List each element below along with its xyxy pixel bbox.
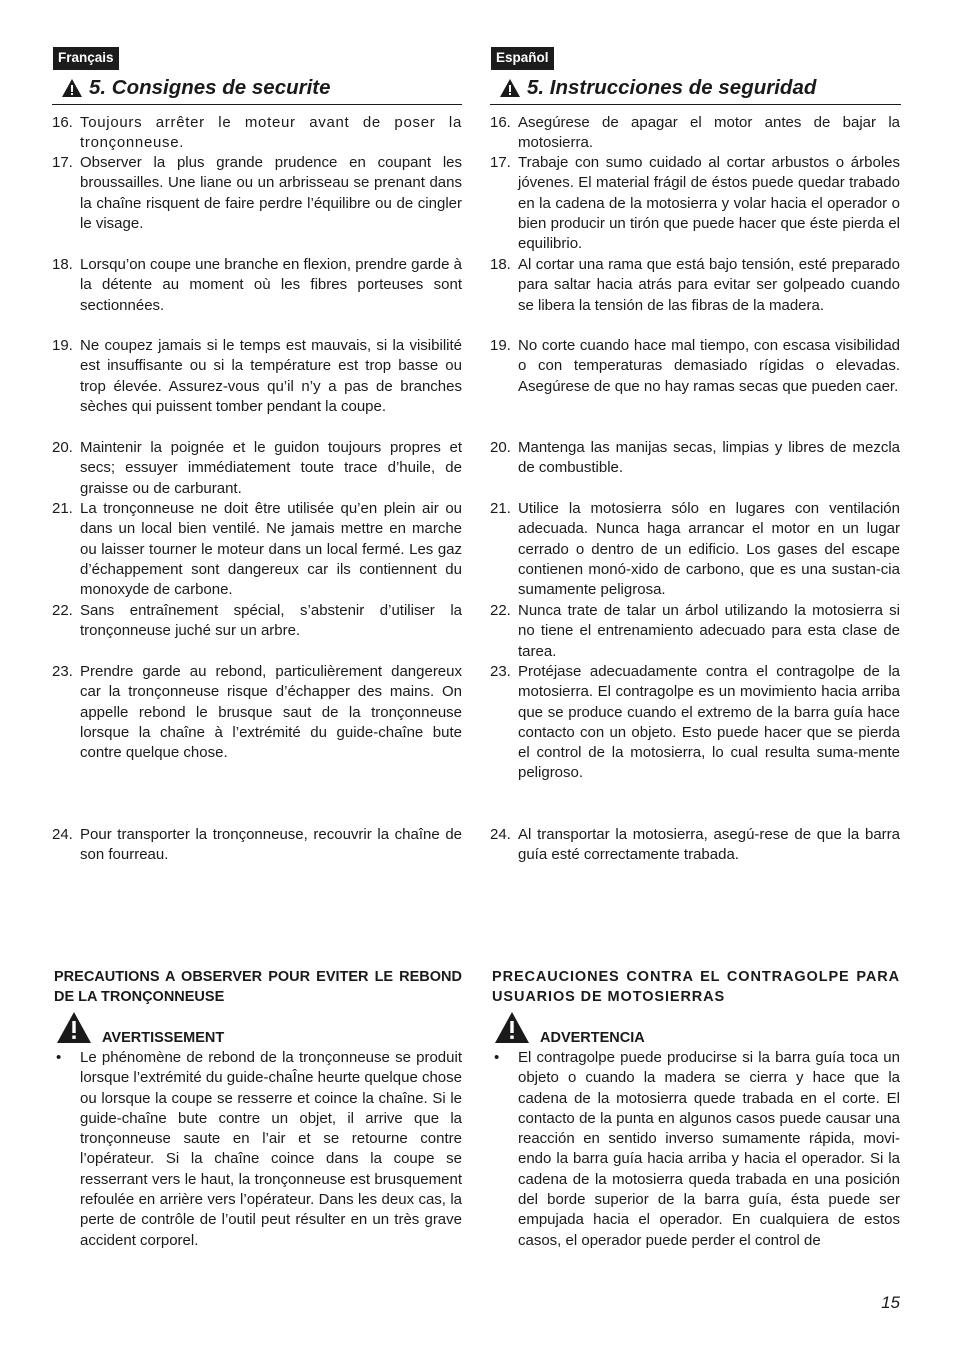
list-item: [490, 255, 900, 316]
warning-triangle-icon: [61, 78, 83, 98]
list-item: [52, 153, 462, 234]
item-number: 18.: [490, 256, 511, 273]
item-number: 20.: [52, 439, 73, 456]
item-text: Trabaje con sumo cuidado al cortar arbustos o árboles jóvenes. El material frágil de éstos puede quedar trabado en la cadena de la motosierra y volar hacia el operador o bien producir un tirón que puede hacer que éste pierda el equilibrio.: [518, 154, 900, 253]
item-text: Lorsqu’on coupe une branche en flexion, prendre garde à la détente au moment où les fibres porteuses sont sectionnées.: [80, 256, 462, 314]
warning-triangle-icon: [499, 78, 521, 98]
french-column: [52, 0, 462, 1348]
language-tag-french: Français: [53, 47, 119, 70]
spanish-column: [490, 0, 900, 1348]
item-number: 18.: [52, 256, 73, 273]
section-title-text: 5. Instrucciones de seguridad: [527, 76, 817, 99]
warning-bullet-spanish: [490, 1048, 900, 1251]
item-text: Ne coupez jamais si le temps est mauvais, si la visibilité est insuffisante ou si la température est trop basse ou trop élevée. Assurez-vous qu’il n’y a pas de branches sèches qui puissent tomber pendant la coupe.: [80, 337, 462, 415]
list-item: [490, 499, 900, 600]
item-text: La tronçonneuse ne doit être utilisée qu’en plein air ou dans un local bien ventilé. Ne jamais mettre en marche ou laisser tourner le moteur dans un local fermé. Les gaz d’échappement sont dangereux car ils contiennent du monoxyde de carbone.: [80, 500, 462, 599]
bullet-mark: •: [56, 1049, 62, 1066]
language-tag-spanish: Español: [491, 47, 554, 70]
item-number: 17.: [490, 154, 511, 171]
item-text: Protéjase adecuadamente contra el contragolpe de la motosierra. El contragolpe es un movimiento hacia arriba que se produce cuando el extremo de la barra guía hace contacto con un objeto. Esto puede hacer que se pierda el control de la motosierra, lo cual resulta suma-mente peligroso.: [518, 663, 900, 782]
list-item: [52, 438, 462, 499]
item-number: 19.: [490, 337, 511, 354]
item-number: 16.: [490, 114, 511, 131]
section-title-spanish: [490, 76, 900, 100]
item-number: 16.: [52, 114, 73, 131]
item-text: Asegúrese de apagar el motor antes de bajar la motosierra.: [518, 114, 900, 152]
list-item: [490, 113, 900, 154]
section-title-text: 5. Consignes de securite: [89, 76, 331, 99]
item-number: 23.: [490, 663, 511, 680]
list-item: [52, 662, 462, 763]
list-item: [490, 662, 900, 784]
warning-label: ADVERTENCIA: [540, 1030, 645, 1046]
title-underline-french: [52, 104, 462, 105]
section-title-french: [52, 76, 462, 100]
bullet-mark: •: [494, 1049, 500, 1066]
item-text: No corte cuando hace mal tiempo, con escasa visibilidad o con temperaturas demasiado rígidas o elevadas. Asegúrese de que no hay ramas secas que pueden caer.: [518, 337, 900, 395]
title-underline-spanish: [490, 104, 901, 105]
list-item: [490, 336, 900, 397]
list-item: [490, 438, 900, 479]
item-text: Utilice la motosierra sólo en lugares con ventilación adecuada. Nunca haga arrancar el motor en un lugar cerrado o dentro de un edificio. Los gases del escape contienen monó-xido de carbono, que es una sustan-cia sumamente peligrosa.: [518, 500, 900, 599]
warning-triangle-icon: [56, 1011, 92, 1044]
item-number: 22.: [52, 602, 73, 619]
item-text: Nunca trate de talar un árbol utilizando la motosierra si no tiene el entrenamiento adecuado para esta clase de tarea.: [518, 602, 900, 660]
list-item: [52, 499, 462, 600]
warning-label: AVERTISSEMENT: [102, 1030, 225, 1046]
item-text: Mantenga las manijas secas, limpias y libres de mezcla de combustible.: [518, 439, 900, 477]
list-item: [490, 825, 900, 866]
item-number: 21.: [52, 500, 73, 517]
list-item: [490, 601, 900, 662]
item-number: 19.: [52, 337, 73, 354]
item-number: 21.: [490, 500, 511, 517]
list-item: [52, 601, 462, 642]
item-number: 24.: [490, 826, 511, 843]
item-text: Maintenir la poignée et le guidon toujours propres et secs; essuyer immédiatement toute trace d’huile, de graisse ou de carburant.: [80, 439, 462, 497]
item-text: Al cortar una rama que está bajo tensión, esté preparado para saltar hacia atrás para evitar ser golpeado cuando se libera la tensión de las fibras de la madera.: [518, 256, 900, 314]
list-item: [52, 825, 462, 866]
item-text: Prendre garde au rebond, particulièrement dangereux car la tronçonneuse risque d’échapper des mains. On appelle rebond le brusque saut de la tronçonneuse lorsque la chaîne à l’extrémité du guide-chaîne bute contre quelque chose.: [80, 663, 462, 762]
list-item: [52, 113, 462, 154]
item-number: 24.: [52, 826, 73, 843]
item-text: Toujours arrêter le moteur avant de poser la tronçonneuse.: [80, 114, 462, 152]
bullet-text: El contragolpe puede producirse si la barra guía toca un objeto o cuando la madera se cierra y hace que la cadena de la motosierra quede trabada en el corte. El contacto de la punta en algunos casos puede causar una reacción en sentido inverso sumamente rápida, movi-endo la barra guía hacia arriba y hacia el operador. Si la cadena de la motosierra queda trabada en una posición del borde superior de la barra guía, ésta puede ser empujada hacia el operador. En cualquiera de estos casos, el operador puede perder el control de: [518, 1049, 900, 1249]
bullet-text: Le phénomène de rebond de la tronçonneuse se produit lorsque l’extrémité du guide-chaÎne heurte quelque chose ou lorsque la coupe se resserre et coince la chaîne. Si le guide-chaîne bute contre un objet, il arrive que la tronçonneuse saute en l’air et se retourne contre l’opérateur. Si la chaîne coince dans la coupe se resserrant vers le haut, la tronçonneuse est brusquement refoulée en arrière vers l’opérateur. Dans les deux cas, la perte de contrôle de l’outil peut résulter en un très grave accident corporel.: [80, 1049, 462, 1249]
precautions-heading-french: PRECAUTIONS A OBSERVER POUR EVITER LE REBOND DE LA TRONÇONNEUSE: [54, 969, 462, 1005]
precautions-heading-spanish: PRECAUCIONES CONTRA EL CONTRAGOLPE PARA USUARIOS DE MOTOSIERRAS: [492, 969, 900, 1005]
list-item: [490, 153, 900, 254]
item-number: 20.: [490, 439, 511, 456]
item-text: Observer la plus grande prudence en coupant les broussailles. Une liane ou un arbrisseau se prenant dans la chaîne risquent de faire perdre l’équilibre ou de cingler le visage.: [80, 154, 462, 232]
item-text: Al transportar la motosierra, asegú-rese de que la barra guía esté correctamente trabada.: [518, 826, 900, 864]
item-text: Pour transporter la tronçonneuse, recouvrir la chaîne de son fourreau.: [80, 826, 462, 864]
item-number: 23.: [52, 663, 73, 680]
item-number: 22.: [490, 602, 511, 619]
page-number: 15: [881, 1293, 900, 1312]
list-item: [52, 336, 462, 417]
item-number: 17.: [52, 154, 73, 171]
warning-triangle-icon: [494, 1011, 530, 1044]
item-text: Sans entraînement spécial, s’abstenir d’utiliser la tronçonneuse juché sur un arbre.: [80, 602, 462, 640]
warning-bullet-french: [52, 1048, 462, 1251]
list-item: [52, 255, 462, 316]
